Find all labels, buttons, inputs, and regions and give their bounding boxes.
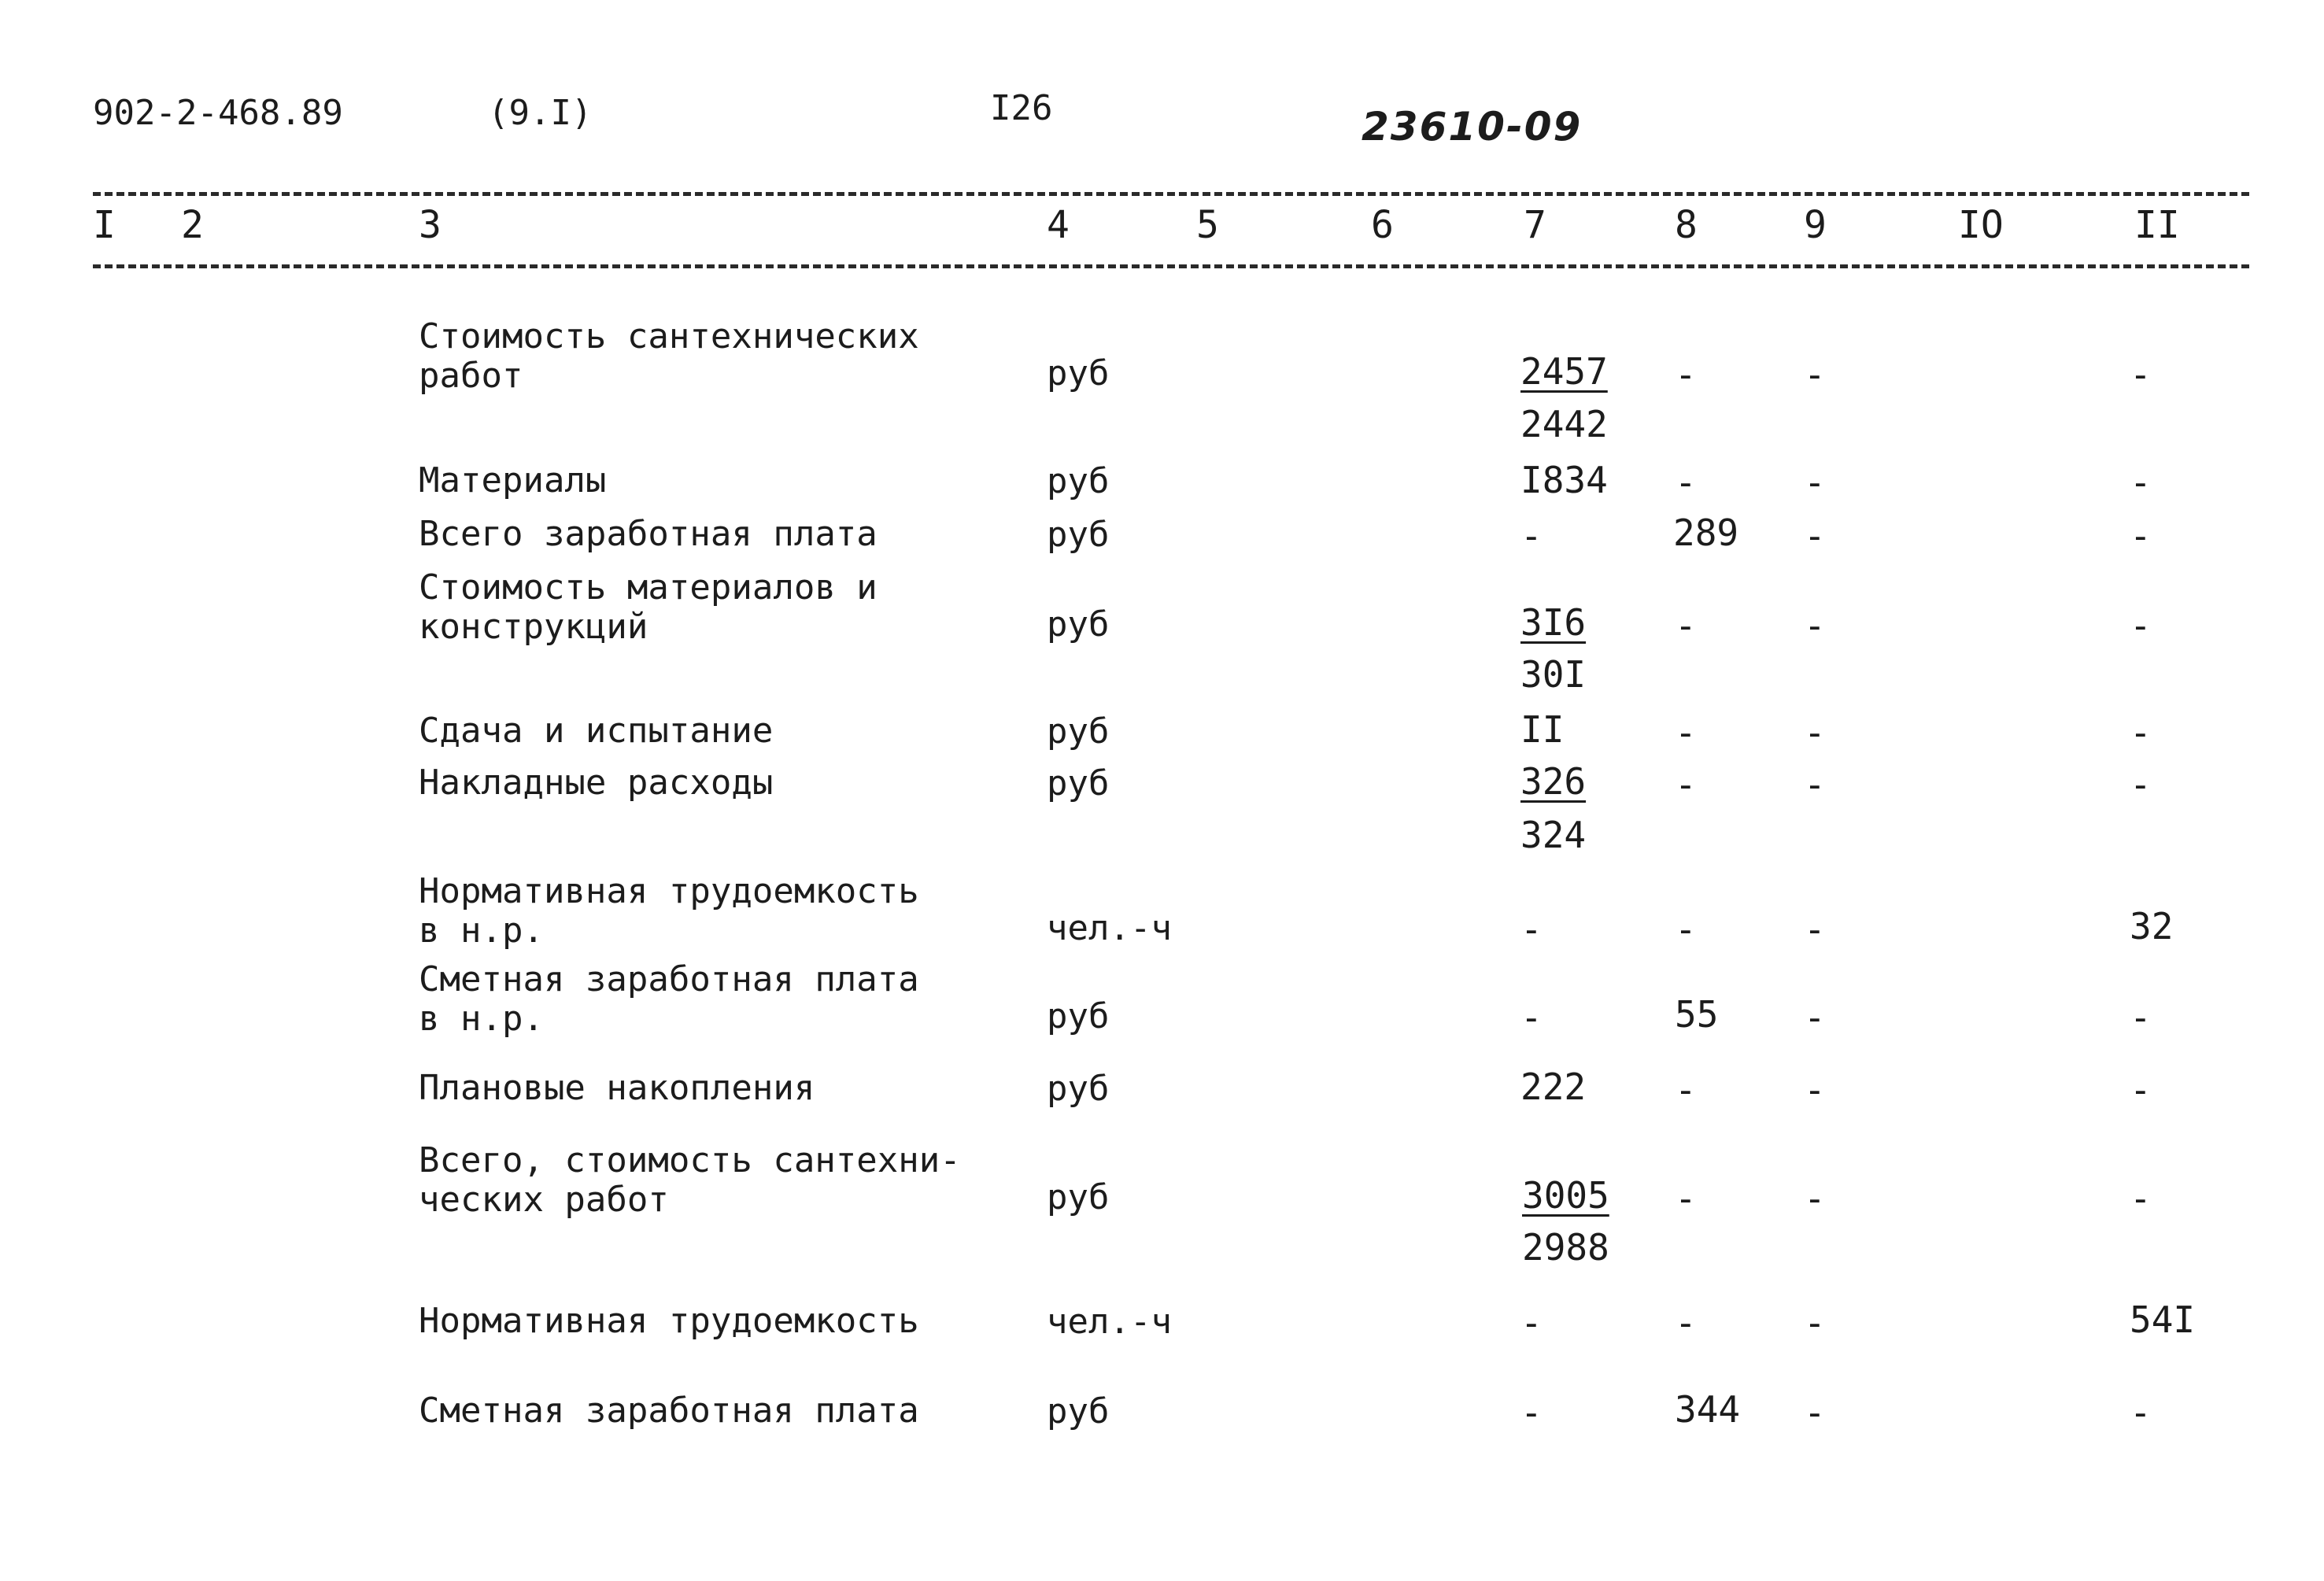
col7-value-previous: 324 bbox=[1520, 814, 1587, 856]
col11-value: - bbox=[2130, 1177, 2152, 1220]
col11-value: - bbox=[2130, 763, 2152, 806]
document-code: 902-2-468.89 bbox=[93, 93, 343, 133]
col8-value: - bbox=[1675, 1177, 1697, 1220]
row-unit: руб bbox=[1047, 461, 1110, 501]
col8-value: - bbox=[1675, 1302, 1697, 1344]
row-unit: руб bbox=[1047, 763, 1110, 803]
col9-value: - bbox=[1804, 1069, 1826, 1111]
page-number: I26 bbox=[990, 88, 1053, 128]
col7-value-current: I834 bbox=[1520, 459, 1608, 501]
col11-value: - bbox=[2130, 604, 2152, 647]
col9-value: - bbox=[1804, 515, 1826, 557]
col8-value: - bbox=[1675, 353, 1697, 396]
col7-value-current: - bbox=[1520, 1391, 1543, 1434]
col9-value: - bbox=[1804, 1177, 1826, 1220]
column-number: 4 bbox=[1047, 203, 1070, 247]
col7-value-current: II bbox=[1520, 708, 1565, 751]
col7-value-current: 326 bbox=[1520, 760, 1587, 803]
stamp-number: 23610-09 bbox=[1362, 104, 1583, 150]
row-unit: чел.-ч bbox=[1047, 1302, 1172, 1342]
row-description: Нормативная трудоемкость в н.р. bbox=[419, 871, 919, 951]
column-number: I bbox=[93, 203, 116, 247]
col8-value: - bbox=[1675, 763, 1697, 806]
col11-value: 32 bbox=[2130, 905, 2174, 947]
row-description: Сметная заработная плата bbox=[419, 1391, 919, 1431]
row-description: Материалы bbox=[419, 460, 607, 501]
row-description: Сметная заработная плата в н.р. bbox=[419, 959, 919, 1039]
col9-value: - bbox=[1804, 1302, 1826, 1344]
row-description: Нормативная трудоемкость bbox=[419, 1301, 919, 1341]
col7-value-current: - bbox=[1520, 1302, 1543, 1344]
column-number: 7 bbox=[1524, 203, 1546, 247]
row-description: Накладные расходы bbox=[419, 763, 774, 803]
row-unit: чел.-ч bbox=[1047, 908, 1172, 948]
col8-value: 289 bbox=[1673, 512, 1739, 554]
col7-value-current: - bbox=[1520, 515, 1543, 557]
col7-value-current: 3I6 bbox=[1520, 601, 1587, 644]
row-description: Стоимость сантехнических работ bbox=[419, 316, 919, 396]
row-description: Всего, стоимость сантехни- ческих работ bbox=[419, 1140, 961, 1220]
row-description: Всего заработная плата bbox=[419, 514, 878, 554]
col9-value: - bbox=[1804, 711, 1826, 754]
col11-value: - bbox=[2130, 1069, 2152, 1111]
row-unit: руб bbox=[1047, 1391, 1110, 1431]
col7-value-current: - bbox=[1520, 908, 1543, 951]
col8-value: 55 bbox=[1675, 993, 1719, 1036]
col7-value-previous: 2988 bbox=[1522, 1226, 1609, 1269]
col11-value: - bbox=[2130, 461, 2152, 504]
row-description: Стоимость материалов и конструкций bbox=[419, 567, 878, 647]
col9-value: - bbox=[1804, 353, 1826, 396]
col9-value: - bbox=[1804, 908, 1826, 951]
column-number: 8 bbox=[1675, 203, 1698, 247]
column-number: 5 bbox=[1196, 203, 1219, 247]
col8-value: - bbox=[1675, 461, 1697, 504]
row-unit: руб bbox=[1047, 711, 1110, 752]
col7-value-previous: 30I bbox=[1520, 653, 1587, 696]
row-unit: руб bbox=[1047, 353, 1110, 393]
column-number: 3 bbox=[419, 203, 442, 247]
col7-value-current: 222 bbox=[1520, 1066, 1587, 1108]
col7-value-current: 3005 bbox=[1522, 1174, 1609, 1217]
section-number: (9.I) bbox=[488, 93, 593, 133]
col9-value: - bbox=[1804, 604, 1826, 647]
row-unit: руб bbox=[1047, 515, 1110, 555]
col11-value: - bbox=[2130, 1391, 2152, 1434]
col8-value: - bbox=[1675, 711, 1697, 754]
col8-value: - bbox=[1675, 908, 1697, 951]
col8-value: - bbox=[1675, 1069, 1697, 1111]
col7-value-current: - bbox=[1520, 996, 1543, 1039]
col7-value-previous: 2442 bbox=[1520, 403, 1608, 445]
column-number: 2 bbox=[181, 203, 204, 247]
row-description: Сдача и испытание bbox=[419, 711, 774, 751]
col8-value: - bbox=[1675, 604, 1697, 647]
column-number: IO bbox=[1958, 203, 2004, 247]
header-top-rule bbox=[93, 192, 2249, 196]
row-unit: руб bbox=[1047, 996, 1110, 1036]
col11-value: - bbox=[2130, 515, 2152, 557]
col9-value: - bbox=[1804, 996, 1826, 1039]
col9-value: - bbox=[1804, 763, 1826, 806]
column-number: 9 bbox=[1804, 203, 1827, 247]
col8-value: 344 bbox=[1675, 1388, 1741, 1431]
col7-value-current: 2457 bbox=[1520, 350, 1608, 393]
row-unit: руб bbox=[1047, 604, 1110, 645]
col9-value: - bbox=[1804, 461, 1826, 504]
column-number: 6 bbox=[1371, 203, 1394, 247]
row-unit: руб bbox=[1047, 1069, 1110, 1109]
col11-value: - bbox=[2130, 353, 2152, 396]
header-bottom-rule bbox=[93, 264, 2249, 268]
col9-value: - bbox=[1804, 1391, 1826, 1434]
col11-value: 54I bbox=[2130, 1298, 2196, 1341]
col11-value: - bbox=[2130, 996, 2152, 1039]
row-description: Плановые накопления bbox=[419, 1068, 815, 1108]
column-number: II bbox=[2134, 203, 2180, 247]
row-unit: руб bbox=[1047, 1177, 1110, 1217]
col11-value: - bbox=[2130, 711, 2152, 754]
